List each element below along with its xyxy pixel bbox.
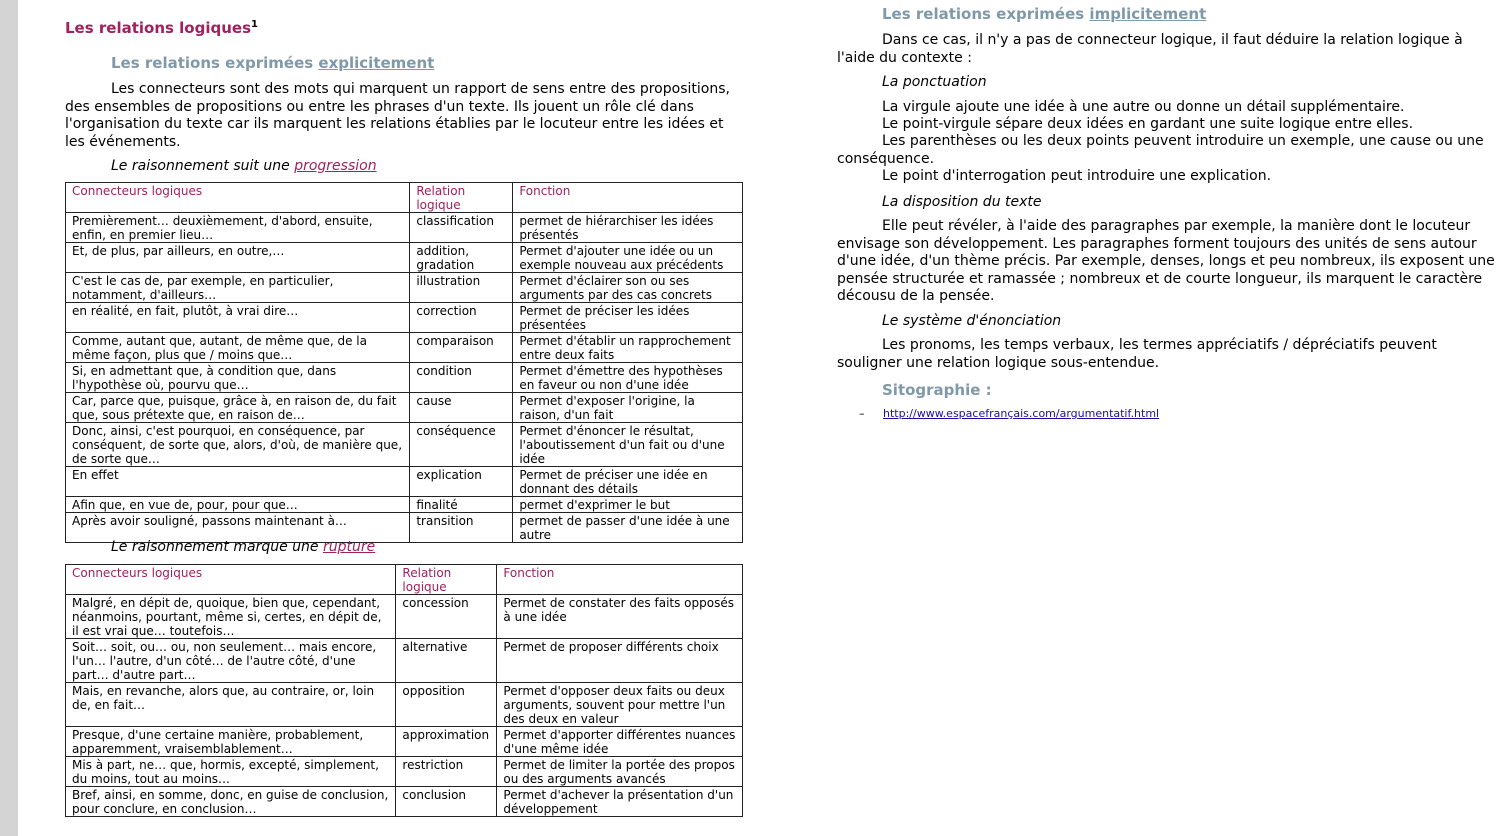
disposition-paragraph: Elle peut révéler, à l'aide des paragraphes par exemple, la manière dont le locuteur envisage son développement. Les paragraphes forment toujours des unités de sens autour d'une idée, d'un thème précis. Par exemple, denses, longs et peu nombreux, ils exposent une pensée structurée et ramassée ; nombreux et de courte longueur, ils marquent le caractère décousu de la pensée. [837,218,1495,304]
fonction-cell: permet d'exprimer le but [513,497,743,513]
table-row [66,303,743,333]
relation-cell: finalité [410,497,513,513]
table-row [66,595,743,639]
connecteur-cell: Premièrement… deuxièmement, d'abord, ensuite, enfin, en premier lieu… [66,213,410,243]
table-row [66,467,743,497]
table-row [66,393,743,423]
progression-table [65,182,743,543]
rupture-table [65,564,743,817]
table-header-row [66,183,743,213]
relation-cell: classification [410,213,513,243]
header-relation: Relation logique [396,565,497,595]
connecteur-cell: Bref, ainsi, en somme, donc, en guise de conclusion, pour conclure, en conclusion… [66,787,396,817]
connecteur-cell: Comme, autant que, autant, de même que, de la même façon, plus que / moins que… [66,333,410,363]
relation-cell: opposition [396,683,497,727]
page-gutter [0,0,18,836]
sitographie-link[interactable]: http://www.espacefrançais.com/argumentatif.html [883,407,1160,420]
progression-link[interactable]: progression [294,158,377,174]
header-fonction: Fonction [497,565,743,595]
relation-cell: explication [410,467,513,497]
connecteur-cell: Soit… soit, ou… ou, non seulement… mais encore, l'un… l'autre, d'un côté… de l'autre côté, d'une part… d'autre part… [66,639,396,683]
connecteur-cell: Et, de plus, par ailleurs, en outre,… [66,243,410,273]
table-row [66,757,743,787]
progression-subtitle: Le raisonnement suit une progression [111,158,377,174]
fonction-cell: Permet de préciser les idées présentées [513,303,743,333]
connecteur-cell: Après avoir souligné, passons maintenant à… [66,513,410,543]
relation-cell: restriction [396,757,497,787]
table-row [66,787,743,817]
table-row [66,273,743,303]
relation-cell: conséquence [410,423,513,467]
fonction-cell: permet de hiérarchiser les idées présentés [513,213,743,243]
disposition-title: La disposition du texte [882,194,1042,210]
relation-cell: alternative [396,639,497,683]
document-title: Les relations logiques$^1$ [65,19,258,37]
relation-cell: comparaison [410,333,513,363]
relation-cell: condition [410,363,513,393]
table-row [66,683,743,727]
connecteur-cell: Malgré, en dépit de, quoique, bien que, cependant, néanmoins, pourtant, même si, certes, en dépit de, il est vrai que… toutefois… [66,595,396,639]
relation-cell: concession [396,595,497,639]
enonciation-title: Le système d'énonciation [882,313,1062,329]
fonction-cell: Permet d'apporter différentes nuances d'une même idée [497,727,743,757]
document-page [18,0,1497,836]
connecteur-cell: en réalité, en fait, plutôt, à vrai dire… [66,303,410,333]
implicit-heading-link[interactable]: implicitement [1089,5,1207,23]
table-row [66,243,743,273]
implicit-heading: Les relations exprimées implicitement [882,5,1207,23]
connecteur-cell: Mis à part, ne… que, hormis, excepté, simplement, du moins, tout au moins… [66,757,396,787]
connecteur-cell: Donc, ainsi, c'est pourquoi, en conséquence, par conséquent, de sorte que, alors, d'où, de manière que, de sorte que… [66,423,410,467]
connecteur-cell: En effet [66,467,410,497]
connecteur-cell: Mais, en revanche, alors que, au contraire, or, loin de, en fait… [66,683,396,727]
ponctuation-title: La ponctuation [882,74,987,90]
fonction-cell: Permet d'opposer deux faits ou deux arguments, souvent pour mettre l'un des deux en valeur [497,683,743,727]
connecteur-cell: Presque, d'une certaine manière, probablement, apparemment, vraisemblablement… [66,727,396,757]
connecteur-cell: C'est le cas de, par exemple, en particulier, notamment, d'ailleurs… [66,273,410,303]
ponctuation-line: Le point d'interrogation peut introduire une explication. [882,168,1272,184]
rupture-subtitle: Le raisonnement marque une rupture [111,539,376,555]
fonction-cell: Permet de limiter la portée des propos ou des arguments avancés [497,757,743,787]
relation-cell: correction [410,303,513,333]
connecteur-cell: Car, parce que, puisque, grâce à, en raison de, du fait que, sous prétexte que, en raison de… [66,393,410,423]
fonction-cell: Permet d'énoncer le résultat, l'aboutissement d'un fait ou d'une idée [513,423,743,467]
ponctuation-line: La virgule ajoute une idée à une autre ou donne un détail supplémentaire. [882,99,1405,115]
table-row [66,213,743,243]
fonction-cell: Permet de constater des faits opposés à une idée [497,595,743,639]
implicit-intro: Dans ce cas, il n'y a pas de connecteur logique, il faut déduire la relation logique à l'aide du contexte : [837,32,1463,66]
table-row [66,513,743,543]
connecteur-cell: Afin que, en vue de, pour, pour que… [66,497,410,513]
table-row [66,423,743,467]
table-row [66,333,743,363]
fonction-cell: Permet d'éclairer son ou ses arguments par des cas concrets [513,273,743,303]
fonction-cell: Permet d'ajouter une idée ou un exemple nouveau aux précédents [513,243,743,273]
rupture-link[interactable]: rupture [322,539,376,555]
table-header-row [66,565,743,595]
relation-cell: cause [410,393,513,423]
header-connecteurs: Connecteurs logiques [66,183,410,213]
ponctuation-line: Les parenthèses ou les deux points peuvent introduire un exemple, une cause ou une conséquence. [837,133,1484,167]
table-row [66,639,743,683]
sitographie-heading: Sitographie : [882,381,992,399]
fonction-cell: Permet d'émettre des hypothèses en faveur ou non d'une idée [513,363,743,393]
relation-cell: transition [410,513,513,543]
bullet-dash: – [859,407,865,420]
header-connecteurs: Connecteurs logiques [66,565,396,595]
fonction-cell: Permet d'achever la présentation d'un développement [497,787,743,817]
connecteur-cell: Si, en admettant que, à condition que, dans l'hypothèse où, pourvu que… [66,363,410,393]
ponctuation-line: Le point-virgule sépare deux idées en gardant une suite logique entre elles. [882,116,1414,132]
fonction-cell: Permet de proposer différents choix [497,639,743,683]
enonciation-paragraph: Les pronoms, les temps verbaux, les termes appréciatifs / dépréciatifs peuvent souligner une relation logique sous-entendue. [837,337,1437,371]
header-relation: Relation logique [410,183,513,213]
relation-cell: illustration [410,273,513,303]
table-row [66,363,743,393]
fonction-cell: Permet d'exposer l'origine, la raison, d'un fait [513,393,743,423]
relation-cell: addition, gradation [410,243,513,273]
intro-paragraph: Les connecteurs sont des mots qui marquent un rapport de sens entre des propositions, des ensembles de propositions ou entre les phrases d'un texte. Ils jouent un rôle clé dans l'organisation du texte car ils marquent les relations établies par le locuteur entre les idées et les événements. [65,81,730,150]
header-fonction: Fonction [513,183,743,213]
fonction-cell: permet de passer d'une idée à une autre [513,513,743,543]
relation-cell: conclusion [396,787,497,817]
explicit-heading: Les relations exprimées explicitement [111,54,435,72]
table-row [66,497,743,513]
relation-cell: approximation [396,727,497,757]
table-row [66,727,743,757]
fonction-cell: Permet de préciser une idée en donnant des détails [513,467,743,497]
explicit-heading-link[interactable]: explicitement [318,54,435,72]
fonction-cell: Permet d'établir un rapprochement entre deux faits [513,333,743,363]
